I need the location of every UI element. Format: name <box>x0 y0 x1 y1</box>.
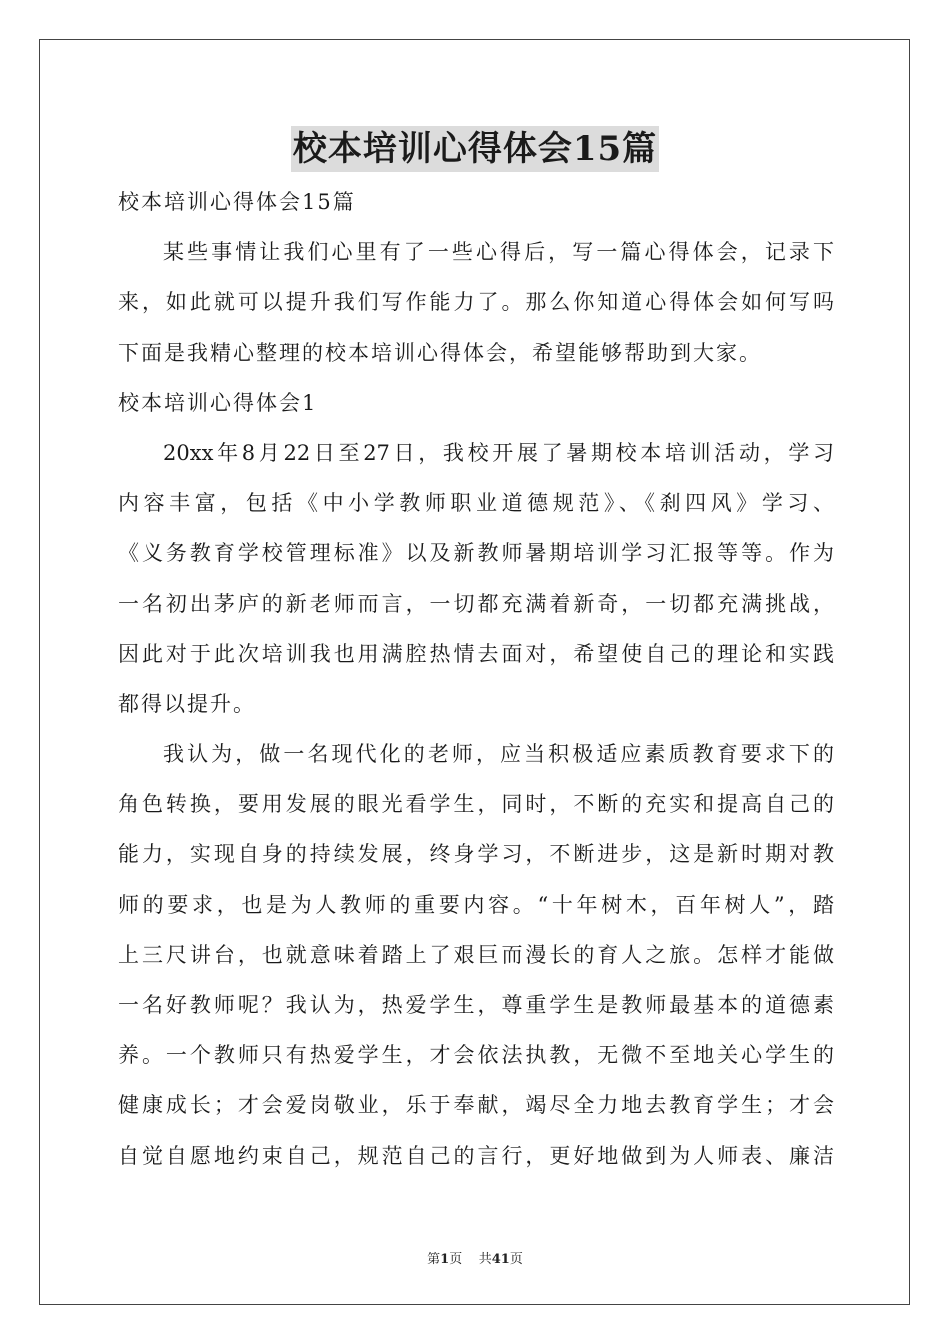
footer-page-suffix: 页 <box>449 1252 463 1267</box>
footer-total-suffix: 页 <box>509 1252 523 1267</box>
text-line: 能力，实现自身的持续发展，终身学习，不断进步，这是新时期对教 <box>118 842 834 867</box>
text-line: 某些事情让我们心里有了一些心得后，写一篇心得体会，记录下 <box>163 240 834 265</box>
text-line: 校本培训心得体会1 <box>118 390 318 415</box>
title-area <box>0 126 950 172</box>
text-line: 都得以提升。 <box>118 691 256 716</box>
text-line: 《义务教育学校管理标准》以及新教师暑期培训学习汇报等等。作为 <box>118 541 834 566</box>
text-line: 一名好教师呢？我认为，热爱学生，尊重学生是教师最基本的道德素 <box>118 993 834 1017</box>
text-line: 内容丰富，包括《中小学教师职业道德规范》、《刹四风》学习、 <box>118 491 834 516</box>
text-line: 来，如此就可以提升我们写作能力了。那么你知道心得体会如何写吗 <box>118 290 834 315</box>
text-line: 上三尺讲台，也就意味着踏上了艰巨而漫长的育人之旅。怎样才能做 <box>118 942 834 967</box>
text-line: 校本培训心得体会15篇 <box>118 190 356 214</box>
text-line: 下面是我精心整理的校本培训心得体会，希望能够帮助到大家。 <box>118 340 762 365</box>
text-line: 角色转换，要用发展的眼光看学生，同时，不断的充实和提高自己的 <box>118 792 834 817</box>
text-line: 我认为，做一名现代化的老师，应当积极适应素质教育要求下的 <box>163 742 834 767</box>
text-line: 师的要求，也是为人教师的重要内容。“十年树木，百年树人”，踏 <box>118 892 834 917</box>
footer-total-pages: 41 <box>491 1252 510 1267</box>
footer-page-number: 1 <box>440 1252 450 1267</box>
text-line: 20xx年8月22日至27日，我校开展了暑期校本培训活动，学习 <box>163 440 834 465</box>
text-line: 养。一个教师只有热爱学生，才会依法执教，无微不至地关心学生的 <box>118 1043 834 1068</box>
text-line: 一名初出茅庐的新老师而言，一切都充满着新奇，一切都充满挑战， <box>118 591 834 616</box>
text-line: 自觉自愿地约束自己，规范自己的言行，更好地做到为人师表、廉洁 <box>118 1143 834 1168</box>
text-line: 健康成长；才会爱岗敬业，乐于奉献，竭尽全力地去教育学生；才会 <box>118 1093 834 1118</box>
document-body <box>118 177 834 1181</box>
document-title: 校本培训心得体会15篇 <box>291 126 659 172</box>
page-footer <box>0 1248 950 1267</box>
footer-page-prefix: 第 <box>427 1252 441 1267</box>
footer-total-prefix: 共 <box>478 1252 492 1267</box>
text-line: 因此对于此次培训我也用满腔热情去面对，希望使自己的理论和实践 <box>118 641 834 666</box>
